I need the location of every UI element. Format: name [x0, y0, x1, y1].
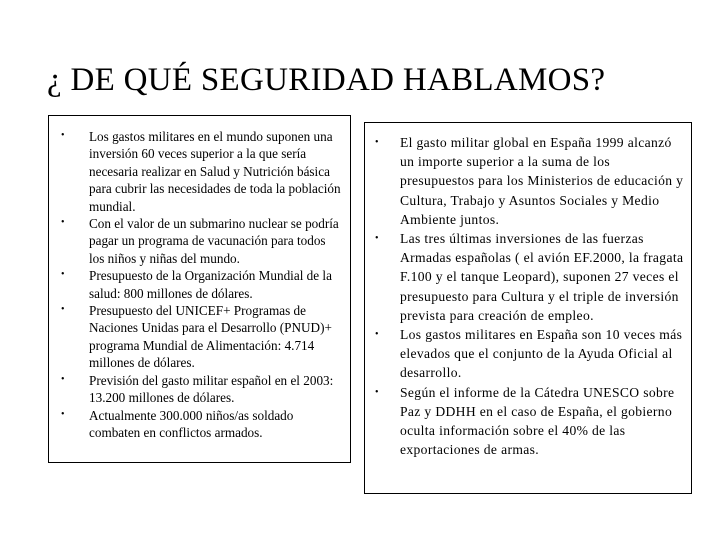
- bullet-text: Previsión del gasto militar español en el 2003: 13.200 millones de dólares.: [89, 372, 334, 406]
- list-item: [375, 325, 685, 383]
- bullet-dot: •: [61, 304, 65, 316]
- bullet-text: Actualmente 300.000 niños/as soldado combaten en conflictos armados.: [89, 407, 294, 440]
- bullet-dot: •: [61, 217, 65, 229]
- bullet-text: Los gastos militares en España son 10 veces más elevados que el conjunto de la Ayuda Oficial al desarrollo.: [400, 327, 683, 381]
- list-item: [61, 372, 344, 407]
- right-text-box: [364, 122, 692, 494]
- bullet-text: Presupuesto del UNICEF+ Programas de Naciones Unidas para el Desarrollo (PNUD)+ programa Mundial de Alimentación: 4.714 millones de dólares.: [89, 303, 332, 371]
- list-item: [375, 229, 685, 325]
- bullet-dot: •: [375, 137, 379, 148]
- bullet-text: Los gastos militares en el mundo suponen una inversión 60 veces superior a la que sería necesaria realizar en Salud y Nutrición básica para cubrir las necesidades de toda la población mundial.: [89, 129, 341, 214]
- list-item: [61, 407, 344, 442]
- bullet-text: El gasto militar global en España 1999 alcanzó un importe superior a la suma de los presupuestos para los Ministerios de educación y Cultura, Trabajo y Asuntos Sociales y Medio Ambiente juntos.: [400, 135, 684, 227]
- bullet-dot: •: [375, 233, 379, 245]
- right-bullet-list: [365, 123, 691, 459]
- bullet-text: Las tres últimas inversiones de las fuerzas Armadas españolas ( el avión EF.2000, la fragata F.100 y el tanque Leopard), suponen 27 veces el presupuesto para Cultura y el triple de inversión prevista para creación de empleo.: [400, 231, 684, 323]
- list-item: [61, 215, 344, 267]
- bullet-dot: •: [61, 130, 65, 141]
- bullet-dot: •: [61, 373, 65, 385]
- list-item: [375, 133, 685, 229]
- bullet-dot: •: [61, 408, 65, 420]
- list-item: [375, 383, 685, 460]
- list-item: [61, 302, 344, 372]
- left-text-box: [48, 115, 351, 463]
- bullet-dot: •: [61, 269, 65, 281]
- bullet-text: Presupuesto de la Organización Mundial de la salud: 800 millones de dólares.: [89, 268, 332, 301]
- left-bullet-list: [49, 116, 350, 441]
- list-item: [61, 128, 344, 215]
- slide-title: ¿ DE QUÉ SEGURIDAD HABLAMOS?: [47, 62, 606, 98]
- bullet-dot: •: [375, 386, 379, 398]
- bullet-dot: •: [375, 329, 379, 341]
- bullet-text: Con el valor de un submarino nuclear se podría pagar un programa de vacunación para todos los niños y niñas del mundo.: [89, 216, 339, 266]
- list-item: [61, 267, 344, 302]
- bullet-text: Según el informe de la Cátedra UNESCO sobre Paz y DDHH en el caso de España, el gobierno oculta información sobre el 40% de las exportaciones de armas.: [400, 384, 675, 458]
